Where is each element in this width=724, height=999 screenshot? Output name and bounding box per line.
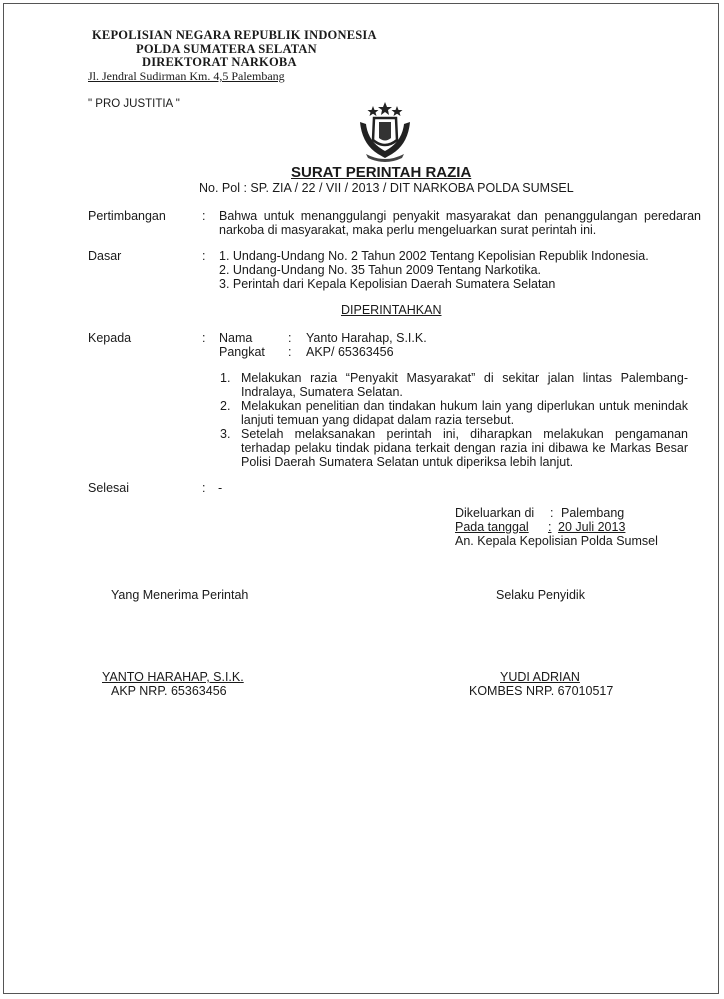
signature-left-rank: AKP NRP. 65363456 <box>111 684 227 698</box>
nama-value: Yanto Harahap, S.I.K. <box>306 331 427 345</box>
issued-place-colon: : <box>550 506 554 520</box>
signature-left-title: Yang Menerima Perintah <box>111 588 249 602</box>
header-line-1: KEPOLISIAN NEGARA REPUBLIK INDONESIA <box>92 28 377 42</box>
header-address: Jl. Jendral Sudirman Km. 4,5 Palembang <box>88 69 285 83</box>
order-item-3-text: Setelah melaksanakan perintah ini, diharapkan melakukan pengamanan terhadap pelaku tindak pidana terkait dengan razia ini dibawa ke Markas Besar Polisi Daerah Sumatera Selatan untuk diperiksa lebih lanjut. <box>241 427 688 469</box>
diperintahkan-heading: DIPERINTAHKAN <box>341 303 442 317</box>
document-number: No. Pol : SP. ZIA / 22 / VII / 2013 / DIT NARKOBA POLDA SUMSEL <box>199 181 574 195</box>
issued-place-label: Dikeluarkan di <box>455 506 535 520</box>
selesai-colon: : <box>202 481 206 495</box>
dasar-label: Dasar <box>88 249 122 263</box>
selesai-value: - <box>218 481 223 495</box>
kepada-label: Kepada <box>88 331 132 345</box>
pro-justitia: " PRO JUSTITIA " <box>88 98 180 110</box>
kepada-colon: : <box>202 331 206 345</box>
signature-right-name: YUDI ADRIAN <box>500 670 580 684</box>
dasar-colon: : <box>202 249 206 263</box>
pertimbangan-colon: : <box>202 209 206 223</box>
pertimbangan-text: Bahwa untuk menanggulangi penyakit masyarakat dan penanggulangan peredaran narkoba di masyarakat, maka perlu mengeluarkan surat perintah ini. <box>219 209 701 237</box>
selesai-label: Selesai <box>88 481 129 495</box>
dasar-item-2: 2. Undang-Undang No. 35 Tahun 2009 Tentang Narkotika. <box>219 263 541 277</box>
nama-colon: : <box>288 331 292 345</box>
pertimbangan-label: Pertimbangan <box>88 209 166 223</box>
pangkat-label: Pangkat <box>219 345 265 359</box>
signature-left-name: YANTO HARAHAP, S.I.K. <box>102 670 244 684</box>
issued-date-label: Pada tanggal <box>455 520 529 534</box>
issued-date-value: 20 Juli 2013 <box>558 520 626 534</box>
document-title: SURAT PERINTAH RAZIA <box>291 164 472 181</box>
dasar-item-3: 3. Perintah dari Kepala Kepolisian Daerah Sumatera Selatan <box>219 277 556 291</box>
police-emblem-icon <box>356 100 414 162</box>
order-item-3-number: 3. <box>220 427 231 441</box>
order-item-1-text: Melakukan razia “Penyakit Masyarakat” di sekitar jalan lintas Palembang-Indralaya, Sumatera Selatan. <box>241 371 688 399</box>
pangkat-value: AKP/ 65363456 <box>306 345 394 359</box>
order-item-2-number: 2. <box>220 399 231 413</box>
signature-right-title: Selaku Penyidik <box>496 588 585 602</box>
issued-date-colon: : <box>548 520 552 534</box>
header-line-2: POLDA SUMATERA SELATAN <box>136 42 317 56</box>
pangkat-colon: : <box>288 345 292 359</box>
signature-right-rank: KOMBES NRP. 67010517 <box>469 684 614 698</box>
issued-place-value: Palembang <box>561 506 625 520</box>
issued-on-behalf: An. Kepala Kepolisian Polda Sumsel <box>455 534 658 548</box>
order-item-2-text: Melakukan penelitian dan tindakan hukum lain yang diperlukan untuk menindak lanjuti temuan yang didapat dalam razia tersebut. <box>241 399 688 427</box>
header-line-3: DIREKTORAT NARKOBA <box>142 55 297 69</box>
order-item-1-number: 1. <box>220 371 231 385</box>
dasar-item-1: 1. Undang-Undang No. 2 Tahun 2002 Tentang Kepolisian Republik Indonesia. <box>219 249 649 263</box>
nama-label: Nama <box>219 331 253 345</box>
